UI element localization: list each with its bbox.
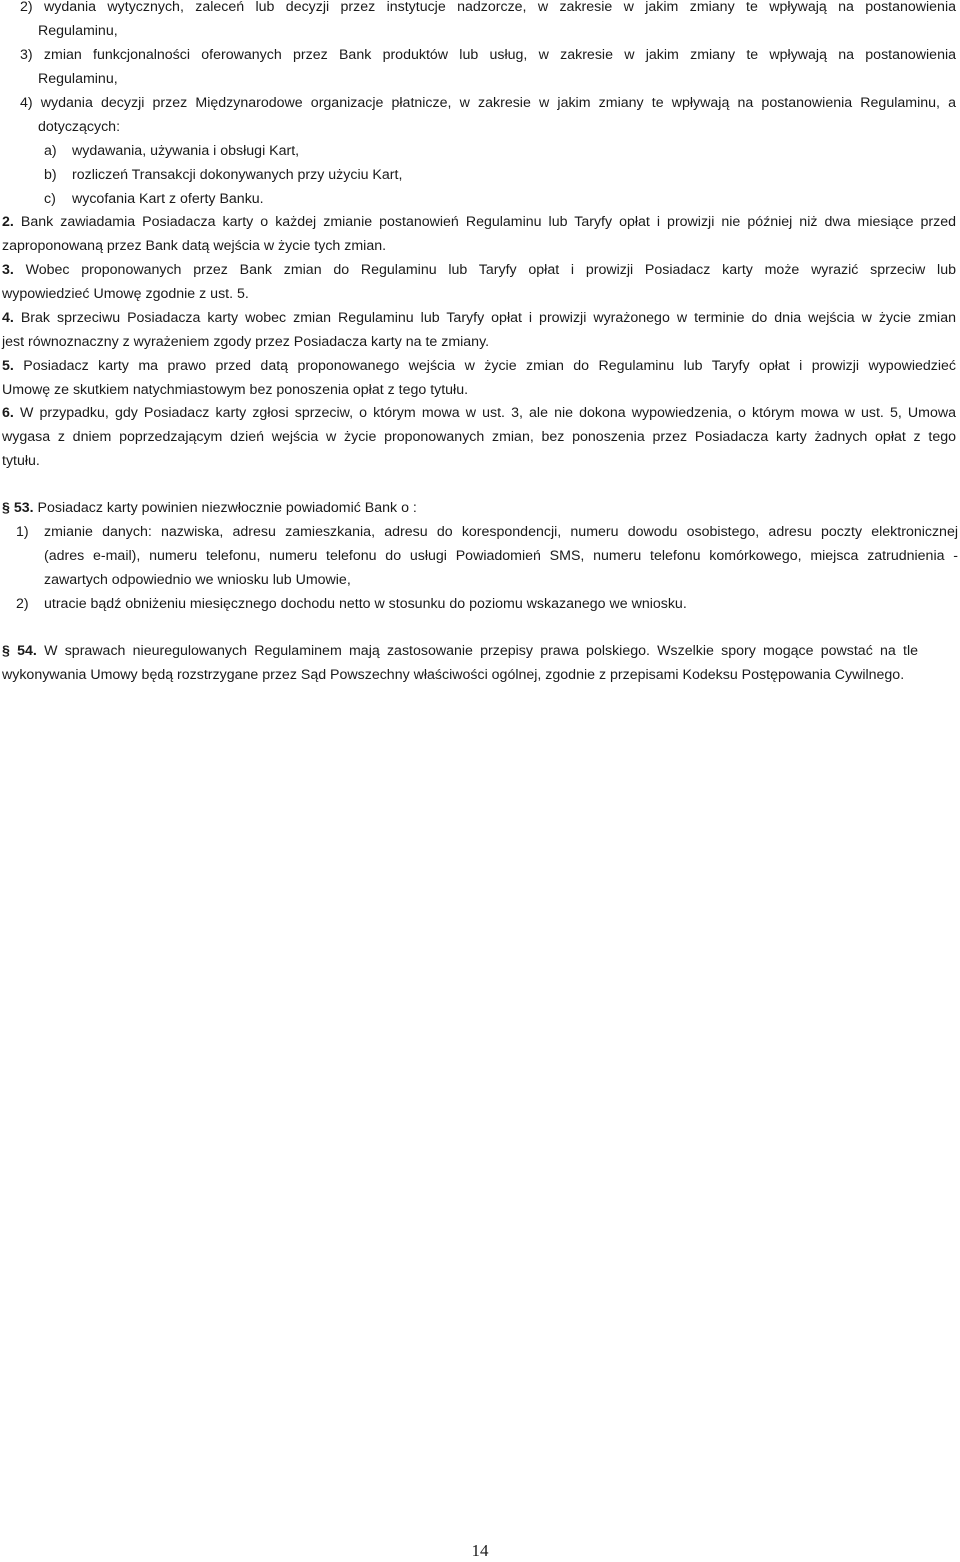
section-sign: § (2, 500, 10, 516)
sub-item-label: a) (44, 143, 57, 159)
item-text: wydania wytycznych, zaleceń lub decyzji przez instytucje nadzorcze, w zakresie w jakim zmiany te wpływają na postanowienia (44, 0, 956, 15)
paragraph-number: 2. (2, 214, 14, 230)
item-4-line-1 (20, 93, 956, 113)
section-number: 54. (17, 643, 37, 659)
section-53-item-1-line-2: (adres e-mail), numeru telefonu, numeru telefonu do usługi Powiadomień SMS, numeru telefonu komórkowego, miejsca zatrudnienia - (44, 548, 958, 564)
section-54-line-1 (2, 641, 918, 661)
item-label: 3) (20, 47, 33, 63)
sub-item-label: c) (44, 191, 56, 207)
item-3-line-2: Regulaminu, (38, 71, 118, 87)
paragraph-6-line-2: wygasa z dniem poprzedzającym dzień wejścia w życie proponowanych zmian, bez ponoszenia przez Posiadacza karty żadnych opłat z tego (2, 429, 956, 445)
paragraph-number: 6. (2, 405, 14, 421)
section-intro: Posiadacz karty powinien niezwłocznie powiadomić Bank o : (37, 500, 417, 516)
section-sign: § (2, 643, 10, 659)
paragraph-2-line-2: zaproponowaną przez Bank datą wejścia w życie tych zmian. (2, 238, 387, 254)
section-53-item-1-line-3: zawartych odpowiednio we wniosku lub Umowie, (44, 572, 351, 588)
item-label: 2) (20, 0, 33, 15)
paragraph-number: 4. (2, 310, 14, 326)
section-53-heading (2, 498, 417, 518)
item-3-line-1 (20, 45, 956, 65)
paragraph-3-line-1 (2, 260, 956, 280)
paragraph-text: W przypadku, gdy Posiadacz karty zgłosi sprzeciw, o którym mowa w ust. 3, ale nie dokona wypowiedzenia, o którym mowa w ust. 5, Umowa (19, 405, 956, 421)
paragraph-6-line-1 (2, 403, 956, 423)
sub-item-text: wydawania, używania i obsługi Kart, (72, 143, 300, 159)
paragraph-text: Wobec proponowanych przez Bank zmian do Regulaminu lub Taryfy opłat i prowizji Posiadacz karty może wyrazić sprzeciw lub (25, 262, 956, 278)
section-number: 53. (13, 500, 34, 516)
item-text: zmian funkcjonalności oferowanych przez Bank produktów lub usług, w zakresie w jakim zmiany te wpływają na postanowienia (43, 47, 957, 63)
item-4-line-2: dotyczących: (38, 119, 121, 135)
paragraph-4-line-1 (2, 308, 956, 328)
paragraph-number: 3. (2, 262, 14, 278)
section-53-item-1-label: 1) (16, 524, 29, 540)
paragraph-6-line-3: tytułu. (2, 453, 40, 469)
section-text: W sprawach nieuregulowanych Regulaminem mają zastosowanie przepisy prawa polskiego. Wszelkie spory mogące powstać na tle (44, 643, 918, 659)
section-54-line-2: wykonywania Umowy będą rozstrzygane przez Sąd Powszechny właściwości ogólnej, zgodnie z przepisami Kodeksu Postępowania Cywilnego. (2, 667, 905, 683)
paragraph-2-line-1 (2, 212, 956, 232)
paragraph-4-line-2: jest równoznaczny z wyrażeniem zgody przez Posiadacza karty na te zmiany. (2, 334, 490, 350)
sub-item-text: rozliczeń Transakcji dokonywanych przy użyciu Kart, (72, 167, 403, 183)
paragraph-number: 5. (2, 358, 14, 374)
sub-item-text: wycofania Kart z oferty Banku. (72, 191, 264, 207)
sub-item-b (44, 165, 402, 185)
sub-item-label: b) (44, 167, 57, 183)
page-number: 14 (471, 1541, 489, 1560)
paragraph-text: Posiadacz karty ma prawo przed datą proponowanego wejścia w życie zmian do Regulaminu lub Taryfy opłat i prowizji wypowiedzieć (23, 358, 956, 374)
paragraph-5-line-1 (2, 356, 956, 376)
paragraph-3-line-2: wypowiedzieć Umowę zgodnie z ust. 5. (2, 286, 249, 302)
item-label: 4) (20, 95, 33, 111)
paragraph-5-line-2: Umowę ze skutkiem natychmiastowym bez ponoszenia opłat z tego tytułu. (2, 382, 469, 398)
paragraph-text: Brak sprzeciwu Posiadacza karty wobec zmian Regulaminu lub Taryfy opłat i prowizji wyrażonego w terminie do dnia wejścia w życie zmian (20, 310, 956, 326)
item-2-line-2: Regulaminu, (38, 23, 118, 39)
item-text: wydania decyzji przez Międzynarodowe organizacje płatnicze, w zakresie w jakim zmiany te wpływają na postanowienia Regulaminu, a (40, 95, 956, 111)
item-2-line-1 (20, 0, 956, 17)
section-53-item-2-line-1: utracie bądź obniżeniu miesięcznego dochodu netto w stosunku do poziomu wskazanego we wniosku. (44, 596, 687, 612)
section-53-item-2-label: 2) (16, 596, 29, 612)
section-53-item-1-line-1: zmianie danych: nazwiska, adresu zamieszkania, adresu do korespondencji, numeru dowodu osobistego, adresu poczty elektronicznej (44, 524, 958, 540)
sub-item-a (44, 141, 299, 161)
paragraph-text: Bank zawiadamia Posiadacza karty o każdej zmianie postanowień Regulaminu lub Taryfy opłat i prowizji nie później niż dwa miesiące przed (20, 214, 956, 230)
sub-item-c (44, 189, 264, 209)
